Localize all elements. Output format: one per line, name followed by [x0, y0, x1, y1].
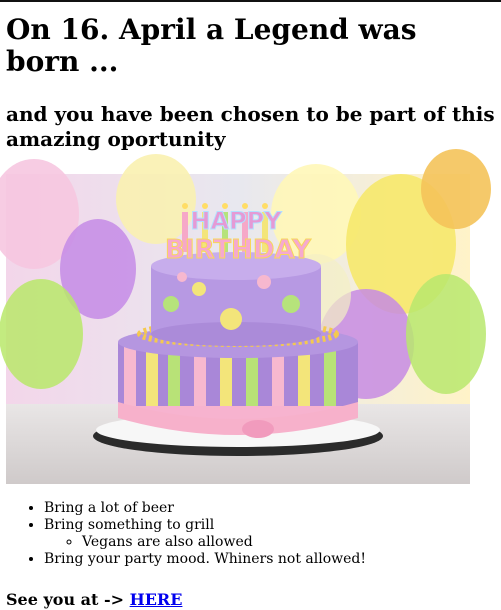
candles-text-birthday: BIRTHDAY	[165, 235, 311, 265]
page-subtitle: and you have been chosen to be part of this amazing oportunity	[6, 102, 495, 151]
here-link[interactable]: HERE	[129, 590, 183, 609]
party-list	[6, 500, 495, 568]
page-title: On 16. April a Legend was born ...	[6, 13, 417, 78]
candles-text-happy: HAPPY	[190, 207, 282, 235]
list-item: • Bring a lot of beer	[44, 500, 495, 517]
list-item	[44, 517, 495, 551]
list-item-label: Bring something to grill	[44, 517, 215, 533]
birthday-cake-image	[6, 174, 470, 484]
nested-list-item: ◦ Vegans are also allowed	[82, 534, 495, 551]
cta-prefix: See you at ->	[6, 590, 130, 609]
nested-list	[44, 534, 495, 551]
list-item: • Bring your party mood. Whiners not allowed!	[44, 551, 495, 568]
cta-line	[6, 590, 495, 610]
